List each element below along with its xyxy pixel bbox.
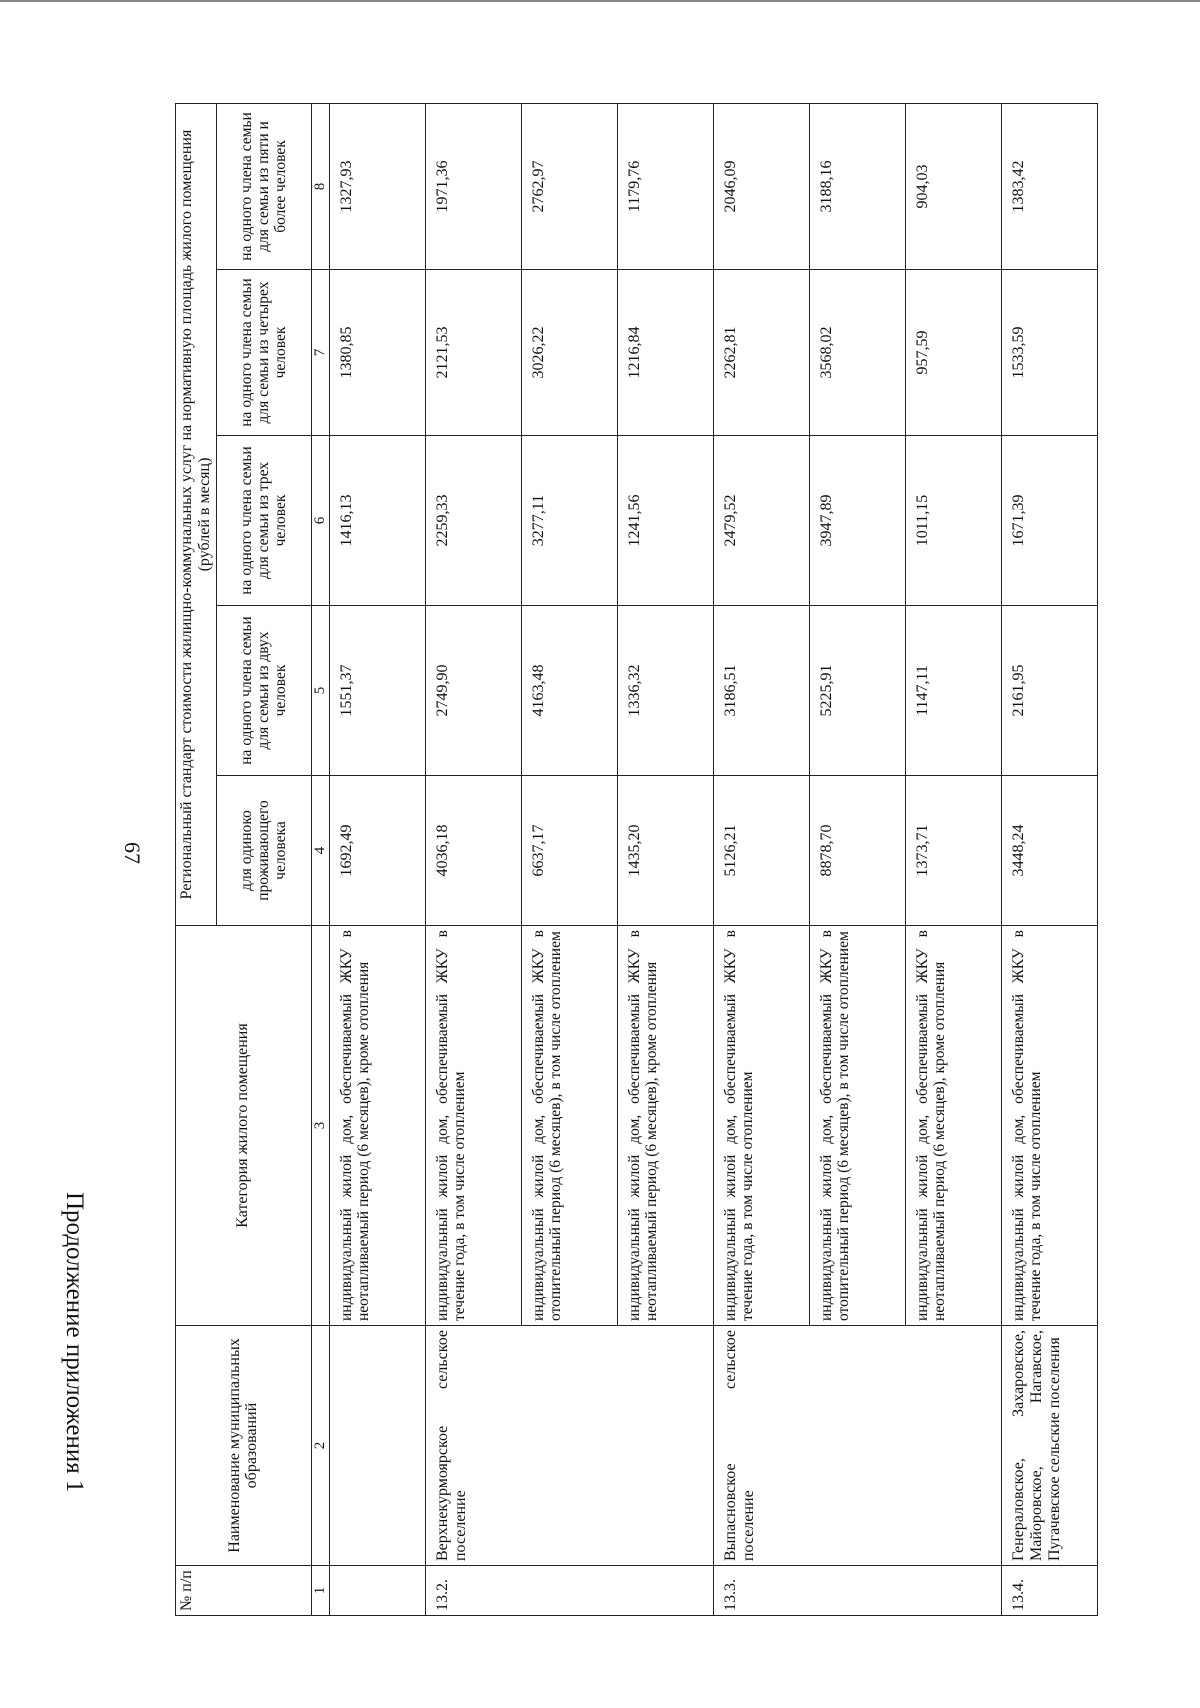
value-single: 4036,18: [425, 776, 521, 926]
value-family-2: 4163,48: [521, 606, 617, 776]
page-number: 67: [120, 842, 145, 864]
header-municipality: Наименование муниципальных образований: [176, 1326, 312, 1566]
value-family-3: 1011,15: [905, 436, 1001, 606]
value-family-2: 5225,91: [809, 606, 905, 776]
value-single: 8878,70: [809, 776, 905, 926]
housing-category: индивидуальный жилой дом, обеспечиваемый ЖКУ в отопительный период (6 месяцев), в том числе отоплением: [809, 926, 905, 1326]
value-family-4: 1533,59: [1001, 270, 1097, 436]
housing-category: индивидуальный жилой дом, обеспечиваемый ЖКУ в течение года, в том числе отоплением: [713, 926, 809, 1326]
row-number: 13.3.: [713, 1566, 1001, 1616]
header-number: № п/п: [176, 1566, 312, 1616]
header-category: Категория жилого помещения: [176, 926, 312, 1326]
value-family-4: 3568,02: [809, 270, 905, 436]
value-family-2: 1551,37: [329, 606, 425, 776]
value-family-3: 1241,56: [617, 436, 713, 606]
municipality-name: [329, 1326, 425, 1566]
housing-category: индивидуальный жилой дом, обеспечиваемый ЖКУ в отопительный период (6 месяцев), в том числе отоплением: [521, 926, 617, 1326]
table-row: [329, 103, 425, 1615]
header-family-5plus: на одного члена семьи для семьи из пяти и более человек: [216, 103, 311, 269]
value-family-2: 1336,32: [617, 606, 713, 776]
value-single: 1435,20: [617, 776, 713, 926]
header-family-4: на одного члена семьи для семьи из четырех человек: [216, 270, 311, 436]
value-family-2: 1147,11: [905, 606, 1001, 776]
table-row: [713, 103, 809, 1615]
value-family-3: 3277,11: [521, 436, 617, 606]
housing-category: индивидуальный жилой дом, обеспечиваемый ЖКУ в течение года, в том числе отоплением: [1001, 926, 1097, 1326]
value-family-3: 2259,33: [425, 436, 521, 606]
value-single: 1692,49: [329, 776, 425, 926]
column-number: 4: [311, 776, 329, 926]
value-single: 3448,24: [1001, 776, 1097, 926]
value-single: 1373,71: [905, 776, 1001, 926]
value-family-4: 3026,22: [521, 270, 617, 436]
value-family-4: 2262,81: [713, 270, 809, 436]
column-number: 1: [311, 1566, 329, 1616]
municipality-name: Генераловское, Захаровское, Майоровское, Нагавское, Пугачевское сельские поселения: [1001, 1326, 1097, 1566]
row-number: 13.4.: [1001, 1566, 1097, 1616]
column-number: 8: [311, 103, 329, 269]
value-family-4: 1216,84: [617, 270, 713, 436]
value-family-4: 1380,85: [329, 270, 425, 436]
housing-category: индивидуальный жилой дом, обеспечиваемый ЖКУ в неотапливаемый период (6 месяцев), кроме отопления: [905, 926, 1001, 1326]
rotated-content: [0, 2, 1200, 1708]
row-number: [329, 1566, 425, 1616]
appendix-continuation-note: Продолжение приложения 1: [61, 1192, 88, 1493]
value-family-3: 3947,89: [809, 436, 905, 606]
header-regional-standard: Региональный стандарт стоимости жилищно-коммунальных услуг на нормативную площадь жилого помещения (рублей в месяц): [176, 103, 217, 925]
table-row: [425, 103, 521, 1615]
value-family-4: 957,59: [905, 270, 1001, 436]
value-family-3: 1671,39: [1001, 436, 1097, 606]
row-number: 13.2.: [425, 1566, 713, 1616]
value-family-5plus: 1971,36: [425, 103, 521, 269]
value-family-2: 2161,95: [1001, 606, 1097, 776]
value-family-2: 3186,51: [713, 606, 809, 776]
column-number: 5: [311, 606, 329, 776]
value-family-5plus: 904,03: [905, 103, 1001, 269]
column-number: 7: [311, 270, 329, 436]
municipality-name: Верхнекурмоярское сельское поселение: [425, 1326, 713, 1566]
table-row: [1001, 103, 1097, 1615]
header-single: для одиноко проживающего человека: [216, 776, 311, 926]
housing-category: индивидуальный жилой дом, обеспечиваемый ЖКУ в течение года, в том числе отоплением: [425, 926, 521, 1326]
value-single: 5126,21: [713, 776, 809, 926]
housing-category: индивидуальный жилой дом, обеспечиваемый ЖКУ в неотапливаемый период (6 месяцев), кроме отопления: [329, 926, 425, 1326]
header-family-2: на одного члена семьи для семьи из двух человек: [216, 606, 311, 776]
value-family-3: 2479,52: [713, 436, 809, 606]
value-family-5plus: 1383,42: [1001, 103, 1097, 269]
column-number: 2: [311, 1326, 329, 1566]
value-family-3: 1416,13: [329, 436, 425, 606]
value-family-5plus: 2046,09: [713, 103, 809, 269]
tariff-table-wrapper: [175, 104, 1200, 1616]
tariff-table: [175, 103, 1098, 1616]
housing-category: индивидуальный жилой дом, обеспечиваемый ЖКУ в неотапливаемый период (6 месяцев), кроме отопления: [617, 926, 713, 1326]
value-family-5plus: 1327,93: [329, 103, 425, 269]
value-family-4: 2121,53: [425, 270, 521, 436]
value-family-5plus: 2762,97: [521, 103, 617, 269]
municipality-name: Выпасновское сельское поселение: [713, 1326, 1001, 1566]
value-family-5plus: 3188,16: [809, 103, 905, 269]
header-family-3: на одного члена семьи для семьи из трех человек: [216, 436, 311, 606]
value-single: 6637,17: [521, 776, 617, 926]
column-number: 6: [311, 436, 329, 606]
table-body: [329, 103, 1097, 1615]
column-number: 3: [311, 926, 329, 1326]
value-family-5plus: 1179,76: [617, 103, 713, 269]
value-family-2: 2749,90: [425, 606, 521, 776]
